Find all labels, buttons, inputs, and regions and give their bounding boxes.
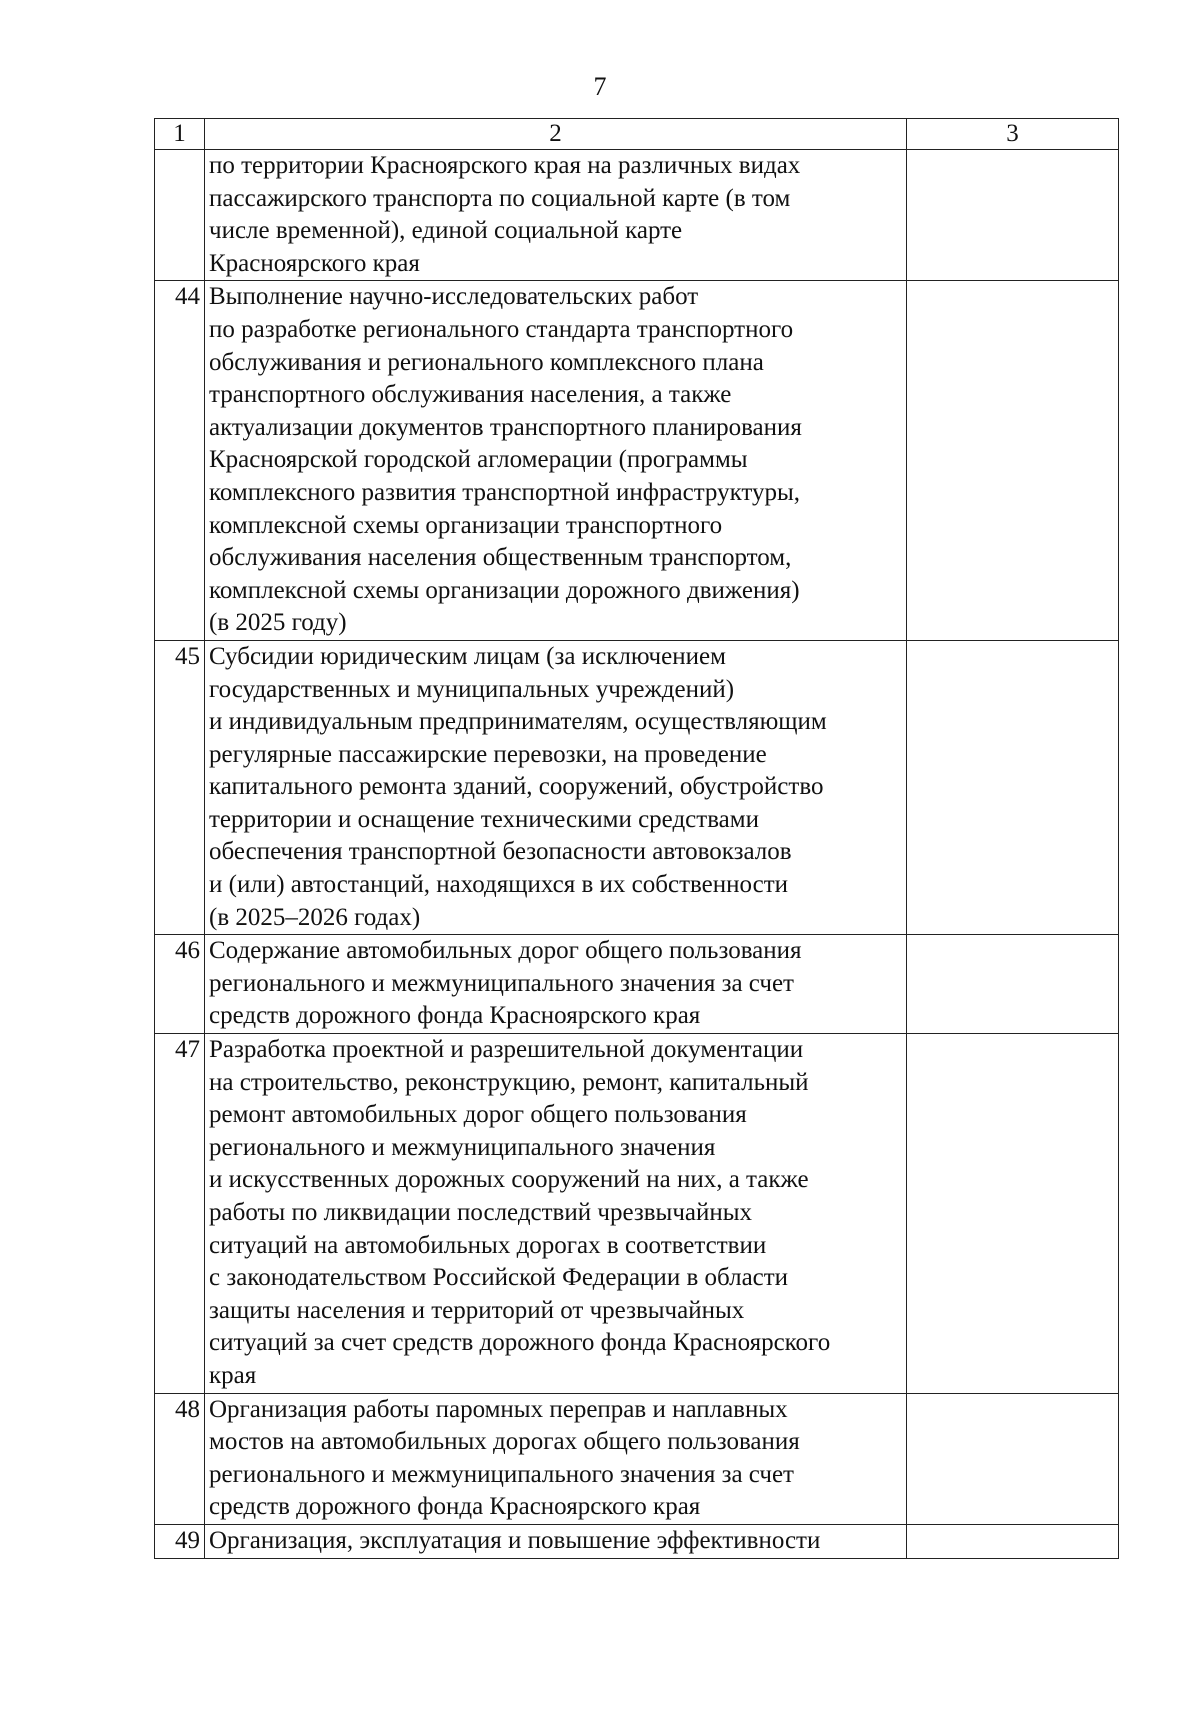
table-row <box>155 150 1119 281</box>
page-number: 7 <box>593 72 607 101</box>
row-number <box>155 150 205 281</box>
table-row <box>155 640 1119 934</box>
row-col3 <box>907 1034 1119 1394</box>
row-text: Разработка проектной и разрешительной документации на строительство, реконструкцию, ремонт, капитальный ремонт автомобильных дорог общего пользования регионального и межмуниципального значения и искусственных дорожных сооружений на них, а также работы по ликвидации последствий чрезвычайных ситуаций на автомобильных дорогах в соответствии с законодательством Российской Федерации в области защиты населения и территорий от чрезвычайных ситуаций за счет средств дорожного фонда Красноярского края <box>205 1034 907 1394</box>
row-number: 49 <box>155 1524 205 1558</box>
header-cell-1: 1 <box>155 119 205 150</box>
row-text: Выполнение научно-исследовательских работ по разработке регионального стандарта транспортного обслуживания и регионального комплексного плана транспортного обслуживания населения, а также актуализации документов транспортного планирования Красноярской городской агломерации (программы комплексного развития транспортной инфраструктуры, комплексной схемы организации транспортного обслуживания населения общественным транспортом, комплексной схемы организации дорожного движения) (в 2025 году) <box>205 281 907 641</box>
row-col3 <box>907 1524 1119 1558</box>
row-number: 46 <box>155 935 205 1034</box>
table-row <box>155 1393 1119 1524</box>
row-col3 <box>907 150 1119 281</box>
row-text: Субсидии юридическим лицам (за исключением государственных и муниципальных учреждений) и индивидуальным предпринимателям, осуществляющим регулярные пассажирские перевозки, на проведение капитального ремонта зданий, сооружений, обустройство территории и оснащение техническими средствами обеспечения транспортной безопасности автовокзалов и (или) автостанций, находящихся в их собственности (в 2025–2026 годах) <box>205 640 907 934</box>
row-number: 44 <box>155 281 205 641</box>
header-cell-2: 2 <box>205 119 907 150</box>
table-row <box>155 281 1119 641</box>
table-row <box>155 1524 1119 1558</box>
row-text: Организация, эксплуатация и повышение эффективности <box>205 1524 907 1558</box>
row-number: 45 <box>155 640 205 934</box>
table-row <box>155 1034 1119 1394</box>
row-text: Содержание автомобильных дорог общего пользования регионального и межмуниципального значения за счет средств дорожного фонда Красноярского края <box>205 935 907 1034</box>
header-cell-3: 3 <box>907 119 1119 150</box>
row-col3 <box>907 640 1119 934</box>
row-number: 48 <box>155 1393 205 1524</box>
row-number: 47 <box>155 1034 205 1394</box>
row-text: по территории Красноярского края на различных видах пассажирского транспорта по социальной карте (в том числе временной), единой социальной карте Красноярского края <box>205 150 907 281</box>
row-col3 <box>907 1393 1119 1524</box>
table-row <box>155 935 1119 1034</box>
table-header-row <box>155 119 1119 150</box>
row-col3 <box>907 935 1119 1034</box>
document-table <box>154 118 1119 1559</box>
row-col3 <box>907 281 1119 641</box>
row-text: Организация работы паромных переправ и наплавных мостов на автомобильных дорогах общего пользования регионального и межмуниципального значения за счет средств дорожного фонда Красноярского края <box>205 1393 907 1524</box>
